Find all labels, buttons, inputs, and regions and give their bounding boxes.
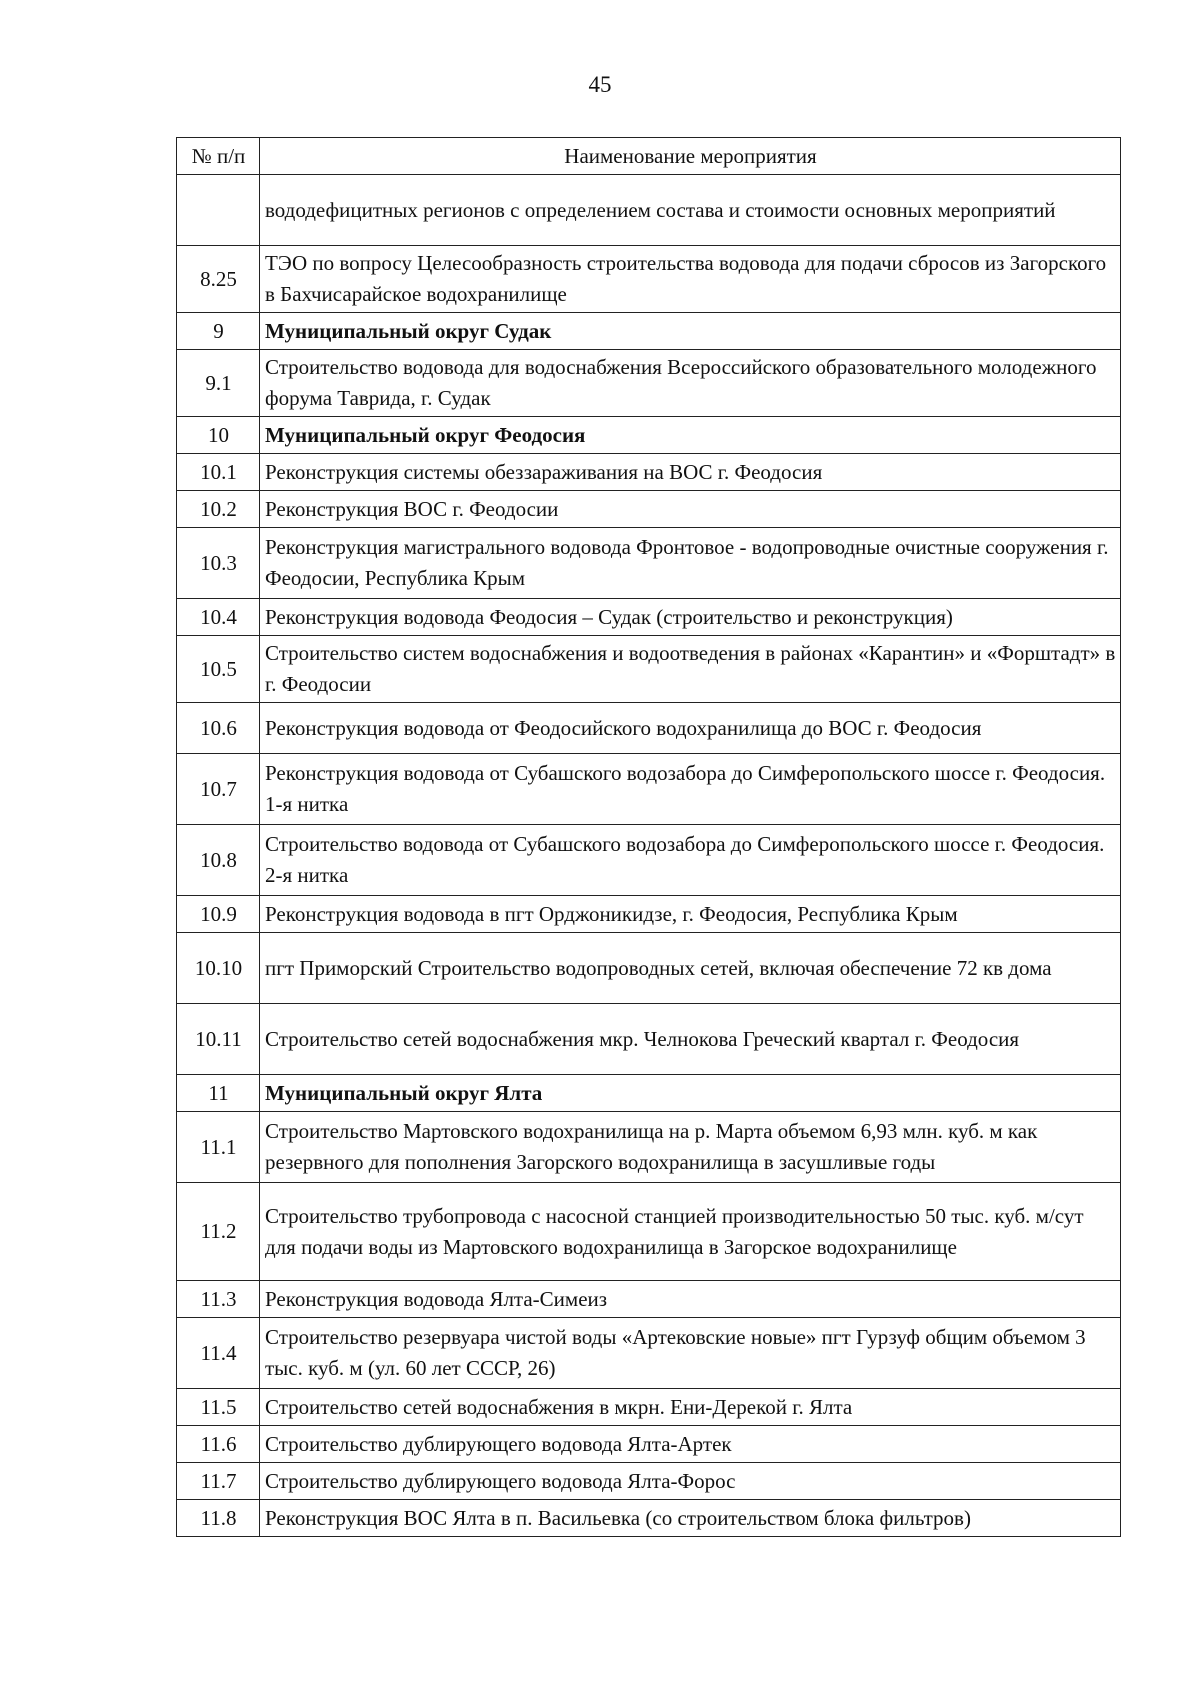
table-row xyxy=(177,454,1121,491)
row-number: 11.5 xyxy=(177,1389,260,1426)
table-row xyxy=(177,491,1121,528)
row-measure-name: Строительство трубопровода с насосной станцией производительностью 50 тыс. куб. м/сут для подачи воды из Мартовского водохранилища в Загорское водохранилище xyxy=(260,1183,1121,1281)
row-measure-name: Строительство сетей водоснабжения мкр. Челнокова Греческий квартал г. Феодосия xyxy=(260,1004,1121,1075)
row-measure-name: вододефицитных регионов с определением состава и стоимости основных мероприятий xyxy=(260,175,1121,246)
table-row xyxy=(177,1463,1121,1500)
section-number: 10 xyxy=(177,417,260,454)
row-measure-name: Реконструкция водовода от Феодосийского водохранилища до ВОС г. Феодосия xyxy=(260,703,1121,754)
row-measure-name: Строительство Мартовского водохранилища на р. Марта объемом 6,93 млн. куб. м как резервного для пополнения Загорского водохранилища в засушливые годы xyxy=(260,1112,1121,1183)
table-row xyxy=(177,933,1121,1004)
row-measure-name: Строительство дублирующего водовода Ялта-Форос xyxy=(260,1463,1121,1500)
table-row xyxy=(177,528,1121,599)
row-number: 10.7 xyxy=(177,754,260,825)
row-measure-name: Строительство дублирующего водовода Ялта-Артек xyxy=(260,1426,1121,1463)
section-row xyxy=(177,313,1121,350)
row-measure-name: пгт Приморский Строительство водопроводных сетей, включая обеспечение 72 кв дома xyxy=(260,933,1121,1004)
header-number: № п/п xyxy=(177,138,260,175)
row-number: 9.1 xyxy=(177,350,260,417)
row-number: 11.4 xyxy=(177,1318,260,1389)
table-row xyxy=(177,636,1121,703)
row-measure-name: Строительство сетей водоснабжения в мкрн. Ени-Дерекой г. Ялта xyxy=(260,1389,1121,1426)
section-number: 11 xyxy=(177,1075,260,1112)
table-row xyxy=(177,175,1121,246)
section-title: Муниципальный округ Феодосия xyxy=(260,417,1121,454)
row-measure-name: Реконструкция ВОС г. Феодосии xyxy=(260,491,1121,528)
row-number: 10.4 xyxy=(177,599,260,636)
row-measure-name: ТЭО по вопросу Целесообразность строительства водовода для подачи сбросов из Загорского в Бахчисарайское водохранилище xyxy=(260,246,1121,313)
row-number: 10.11 xyxy=(177,1004,260,1075)
row-number: 10.2 xyxy=(177,491,260,528)
table-row xyxy=(177,896,1121,933)
row-measure-name: Реконструкция водовода в пгт Орджоникидзе, г. Феодосия, Республика Крым xyxy=(260,896,1121,933)
row-number: 11.1 xyxy=(177,1112,260,1183)
row-number: 10.8 xyxy=(177,825,260,896)
row-number: 8.25 xyxy=(177,246,260,313)
row-number: 10.5 xyxy=(177,636,260,703)
section-number: 9 xyxy=(177,313,260,350)
row-measure-name: Реконструкция водовода Феодосия – Судак (строительство и реконструкция) xyxy=(260,599,1121,636)
section-title: Муниципальный округ Ялта xyxy=(260,1075,1121,1112)
row-measure-name: Строительство водовода для водоснабжения Всероссийского образовательного молодежного форума Таврида, г. Судак xyxy=(260,350,1121,417)
table-row xyxy=(177,1389,1121,1426)
row-number: 10.6 xyxy=(177,703,260,754)
row-measure-name: Строительство водовода от Субашского водозабора до Симферопольского шоссе г. Феодосия. 2-я нитка xyxy=(260,825,1121,896)
table-row xyxy=(177,246,1121,313)
table-row xyxy=(177,599,1121,636)
row-number: 11.8 xyxy=(177,1500,260,1537)
table-row xyxy=(177,703,1121,754)
row-number: 10.10 xyxy=(177,933,260,1004)
table-row xyxy=(177,1183,1121,1281)
row-measure-name: Реконструкция водовода от Субашского водозабора до Симферопольского шоссе г. Феодосия. 1-я нитка xyxy=(260,754,1121,825)
section-row xyxy=(177,1075,1121,1112)
measures-table xyxy=(176,137,1121,1537)
table-row xyxy=(177,1318,1121,1389)
row-number: 10.3 xyxy=(177,528,260,599)
table-row xyxy=(177,1281,1121,1318)
row-number: 11.7 xyxy=(177,1463,260,1500)
row-measure-name: Реконструкция водовода Ялта-Симеиз xyxy=(260,1281,1121,1318)
row-number: 11.3 xyxy=(177,1281,260,1318)
row-measure-name: Строительство систем водоснабжения и водоотведения в районах «Карантин» и «Форштадт» в г. Феодосии xyxy=(260,636,1121,703)
table-row xyxy=(177,1426,1121,1463)
row-number xyxy=(177,175,260,246)
table-row xyxy=(177,1112,1121,1183)
row-measure-name: Реконструкция магистрального водовода Фронтовое - водопроводные очистные сооружения г. Феодосии, Республика Крым xyxy=(260,528,1121,599)
table-row xyxy=(177,754,1121,825)
table-row xyxy=(177,825,1121,896)
row-measure-name: Реконструкция ВОС Ялта в п. Васильевка (со строительством блока фильтров) xyxy=(260,1500,1121,1537)
row-number: 11.6 xyxy=(177,1426,260,1463)
header-measure-name: Наименование мероприятия xyxy=(260,138,1121,175)
table-row xyxy=(177,1500,1121,1537)
table-row xyxy=(177,350,1121,417)
page-number: 45 xyxy=(588,72,612,97)
row-number: 10.9 xyxy=(177,896,260,933)
row-measure-name: Реконструкция системы обеззараживания на ВОС г. Феодосия xyxy=(260,454,1121,491)
row-measure-name: Строительство резервуара чистой воды «Артековские новые» пгт Гурзуф общим объемом 3 тыс. куб. м (ул. 60 лет СССР, 26) xyxy=(260,1318,1121,1389)
section-row xyxy=(177,417,1121,454)
row-number: 10.1 xyxy=(177,454,260,491)
section-title: Муниципальный округ Судак xyxy=(260,313,1121,350)
table-header-row xyxy=(177,138,1121,175)
row-number: 11.2 xyxy=(177,1183,260,1281)
table-row xyxy=(177,1004,1121,1075)
